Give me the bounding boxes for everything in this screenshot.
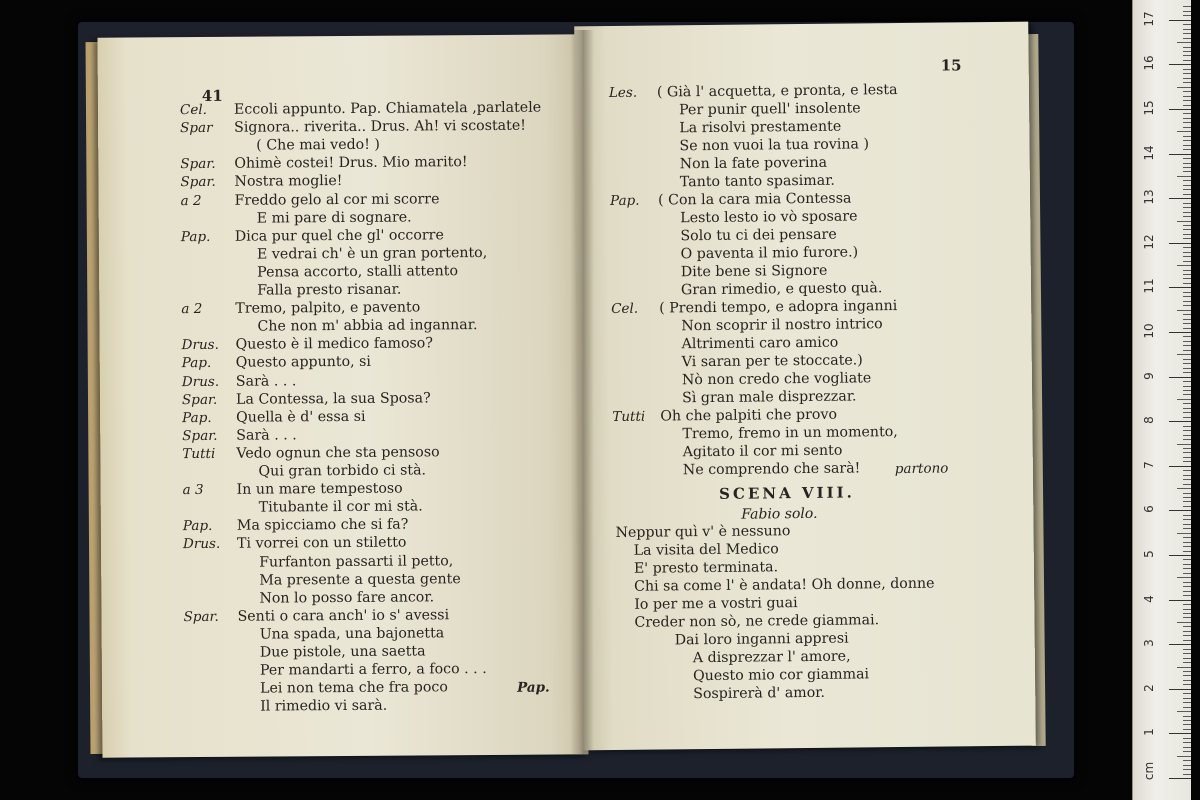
speaker-label: Drus. xyxy=(182,536,221,553)
speaker-label: a 3 xyxy=(182,482,204,499)
ruler-tick xyxy=(1183,372,1191,373)
ruler-tick xyxy=(1183,604,1191,605)
ruler-tick xyxy=(1183,640,1191,641)
ruler-tick xyxy=(1183,470,1191,471)
ruler-tick xyxy=(1183,350,1191,351)
verse-line: La visita del Medico xyxy=(633,541,779,559)
ruler-tick xyxy=(1183,38,1191,39)
ruler-tick xyxy=(1183,412,1191,413)
ruler-tick xyxy=(1183,457,1191,458)
speaker-label: Drus. xyxy=(181,373,220,390)
verse-line: E mi pare di sognare. xyxy=(256,209,412,227)
ruler-tick xyxy=(1183,435,1191,436)
stage-direction: partono xyxy=(894,460,949,478)
ruler-tick xyxy=(1183,595,1191,596)
ruler-tick xyxy=(1183,760,1191,761)
ruler-tick xyxy=(1177,310,1191,311)
ruler-tick xyxy=(1183,234,1191,235)
verse-line: ( Già l' acquetta, e pronta, e lesta xyxy=(656,82,898,101)
ruler-tick xyxy=(1177,131,1191,132)
ruler-tick xyxy=(1169,109,1191,110)
speaker-label: Pap. xyxy=(181,355,212,372)
page-number: 15 xyxy=(940,56,962,75)
ruler-tick xyxy=(1183,15,1191,16)
ruler-tick xyxy=(1183,301,1191,302)
ruler-tick xyxy=(1183,91,1191,92)
speaker-label: Tutti xyxy=(612,408,646,426)
verse-line: Dai loro inganni appresi xyxy=(674,630,849,649)
ruler-tick xyxy=(1183,127,1191,128)
ruler-tick xyxy=(1183,292,1191,293)
ruler-tick xyxy=(1183,675,1191,676)
verse-line: Questo appunto, si xyxy=(235,354,372,372)
speaker-label: Spar. xyxy=(180,156,216,173)
ruler-tick xyxy=(1183,497,1191,498)
ruler-label: 16 xyxy=(1142,55,1156,72)
ruler-tick xyxy=(1183,314,1191,315)
ruler-tick xyxy=(1183,729,1191,730)
ruler-tick xyxy=(1169,243,1191,244)
verse-line: Se non vuoi la tua rovina ) xyxy=(679,136,870,155)
ruler-tick xyxy=(1183,738,1191,739)
verse-line: Eccoli appunto. Pap. Chiamatela ,parlatele xyxy=(233,99,542,118)
ruler-tick xyxy=(1183,194,1191,195)
ruler-tick xyxy=(1183,586,1191,587)
verse-line: Non lo posso fare ancor. xyxy=(259,589,435,607)
ruler-tick xyxy=(1183,493,1191,494)
ruler-label: 9 xyxy=(1142,371,1156,380)
ruler-tick xyxy=(1169,600,1191,601)
ruler-label: 12 xyxy=(1142,234,1156,250)
ruler-tick xyxy=(1183,774,1191,775)
ruler-tick xyxy=(1183,113,1191,114)
ruler-tick xyxy=(1183,542,1191,543)
ruler-label: 7 xyxy=(1142,460,1156,469)
ruler-tick xyxy=(1183,216,1191,217)
verse-line: Sì gran male disprezzar. xyxy=(682,388,857,407)
verse-line: Ma spicciamo che si fa? xyxy=(236,516,409,535)
ruler-tick xyxy=(1183,319,1191,320)
ruler-tick xyxy=(1183,573,1191,574)
verse-line: Nò non credo che vogliate xyxy=(681,370,872,389)
ruler-tick xyxy=(1169,510,1191,511)
ruler-tick xyxy=(1169,287,1191,288)
ruler-tick xyxy=(1183,546,1191,547)
speaker-label: a 2 xyxy=(180,192,202,209)
ruler-tick xyxy=(1169,689,1191,690)
ruler-tick xyxy=(1183,501,1191,502)
ruler-tick xyxy=(1177,756,1191,757)
ruler-tick xyxy=(1183,658,1191,659)
verse-line: Nostra moglie! xyxy=(234,173,343,191)
speaker-label: Spar. xyxy=(180,174,216,191)
ruler-tick xyxy=(1183,24,1191,25)
verse-line: E vedrai ch' è un gran portento, xyxy=(256,244,488,263)
ruler-tick xyxy=(1169,555,1191,556)
ruler-tick xyxy=(1183,256,1191,257)
ruler-tick xyxy=(1183,261,1191,262)
speaker-label: a 2 xyxy=(181,301,203,318)
ruler-tick xyxy=(1169,377,1191,378)
verse-line: Creder non sò, ne crede giammai. xyxy=(634,612,880,631)
ruler-tick xyxy=(1183,270,1191,271)
ruler-tick xyxy=(1183,274,1191,275)
ruler-tick xyxy=(1177,667,1191,668)
ruler-tick xyxy=(1177,622,1191,623)
verse-line: ( Che mai vedo! ) xyxy=(256,136,380,154)
ruler-tick xyxy=(1183,582,1191,583)
ruler-tick xyxy=(1183,381,1191,382)
ruler-tick xyxy=(1183,345,1191,346)
ruler-tick xyxy=(1177,265,1191,266)
speaker-label: Pap. xyxy=(180,228,211,245)
ruler-tick xyxy=(1183,189,1191,190)
ruler-tick xyxy=(1183,252,1191,253)
ruler-tick xyxy=(1169,154,1191,155)
verse-line: Per punir quell' insolente xyxy=(679,100,861,119)
speaker-label: Les. xyxy=(608,84,638,102)
verse-line: Il rimedio vi sarà. xyxy=(260,697,388,715)
ruler-tick xyxy=(1183,296,1191,297)
ruler-tick xyxy=(1183,528,1191,529)
ruler-tick xyxy=(1183,519,1191,520)
ruler-tick xyxy=(1183,564,1191,565)
verse-line: Agitato il cor mi sento xyxy=(682,442,843,461)
ruler-tick xyxy=(1183,408,1191,409)
verse-line: Tremo, palpito, e pavento xyxy=(235,299,421,317)
ruler-tick xyxy=(1183,742,1191,743)
ruler-tick xyxy=(1169,733,1191,734)
ruler-label: 14 xyxy=(1142,144,1156,161)
verse-line: Questo è il medico famoso? xyxy=(235,335,433,354)
ruler-tick xyxy=(1183,626,1191,627)
ruler-tick xyxy=(1169,466,1191,467)
ruler-tick xyxy=(1183,559,1191,560)
ruler-tick xyxy=(1183,185,1191,186)
verse-line: Freddo gelo al cor mi scorre xyxy=(234,190,440,209)
side-speaker-label: Pap. xyxy=(516,679,550,696)
ruler-tick xyxy=(1183,11,1191,12)
verse-line: Tanto tanto spasimar. xyxy=(679,172,835,191)
verse-line: Solo tu ci dei pensare xyxy=(680,226,837,245)
ruler-tick xyxy=(1183,167,1191,168)
ruler-label: 11 xyxy=(1142,278,1156,295)
verse-line: Ne comprendo che sarà! xyxy=(682,460,861,479)
ruler-label: 2 xyxy=(1142,683,1156,692)
verse-line: Io per me a vostri guai xyxy=(634,595,798,613)
ruler-label: 5 xyxy=(1142,550,1156,558)
ruler-tick xyxy=(1183,702,1191,703)
ruler-tick xyxy=(1169,64,1191,65)
ruler-tick xyxy=(1169,332,1191,333)
ruler-tick xyxy=(1183,171,1191,172)
ruler-tick xyxy=(1183,631,1191,632)
ruler-tick xyxy=(1183,212,1191,213)
ruler-tick xyxy=(1177,577,1191,578)
ruler-tick xyxy=(1183,283,1191,284)
ruler-tick xyxy=(1183,278,1191,279)
ruler-tick xyxy=(1183,122,1191,123)
verse-line: O paventa il mio furore.) xyxy=(680,244,859,263)
verse-line: Titubante il cor mi stà. xyxy=(258,498,423,516)
ruler-tick xyxy=(1177,87,1191,88)
ruler-label: 10 xyxy=(1142,323,1156,339)
verse-line: Qui gran torbido ci stà. xyxy=(258,462,427,480)
ruler-tick xyxy=(1183,693,1191,694)
ruler-tick xyxy=(1183,29,1191,30)
verse-line: Vi saran per te stoccate.) xyxy=(681,352,863,371)
verse-line: Gran rimedio, e questo quà. xyxy=(680,280,883,299)
ruler-tick xyxy=(1183,390,1191,391)
ruler-tick xyxy=(1183,751,1191,752)
ruler-tick xyxy=(1183,69,1191,70)
ruler-tick xyxy=(1183,328,1191,329)
verse-line: La risolvi prestamente xyxy=(679,118,842,137)
speaker-label: Pap. xyxy=(182,409,212,426)
verse-line: Ohimè costei! Drus. Mio marito! xyxy=(234,154,468,173)
verse-line: Lesto lesto io vò sposare xyxy=(680,208,858,227)
ruler-tick xyxy=(1183,363,1191,364)
speaker-label: Spar. xyxy=(181,391,218,408)
ruler-tick xyxy=(1183,368,1191,369)
speaker-label: Pap. xyxy=(182,518,213,535)
verse-line: Non scoprir il nostro intrico xyxy=(681,316,883,335)
speaker-label: Spar. xyxy=(182,427,218,444)
ruler-label: 15 xyxy=(1142,100,1156,116)
ruler-tick xyxy=(1183,118,1191,119)
ruler-tick xyxy=(1183,680,1191,681)
verse-line: Lei non tema che fra poco xyxy=(259,679,448,697)
ruler-tick xyxy=(1183,716,1191,717)
verse-line: Non la fate poverina xyxy=(679,154,828,173)
ruler-tick xyxy=(1183,568,1191,569)
speaker-label: Spar xyxy=(180,119,213,137)
ruler-tick xyxy=(1183,78,1191,79)
ruler-tick xyxy=(1183,203,1191,204)
verse-line: Sarà . . . xyxy=(235,372,297,390)
ruler-tick xyxy=(1183,386,1191,387)
verse-line: Pensa accorto, stalli attento xyxy=(257,263,459,281)
ruler-tick xyxy=(1183,145,1191,146)
ruler-tick xyxy=(1183,323,1191,324)
ruler-tick xyxy=(1177,176,1191,177)
verse-line: ( Con la cara mia Contessa xyxy=(657,190,852,209)
verse-line: La Contessa, la sua Sposa? xyxy=(235,389,431,408)
speaker-label: Drus. xyxy=(181,337,219,354)
ruler-tick xyxy=(1183,403,1191,404)
speaker-label: Cel. xyxy=(179,101,207,119)
verse-line: Dite bene si Signore xyxy=(680,262,828,281)
ruler-tick xyxy=(1177,42,1191,43)
verse-line: Due pistole, una saetta xyxy=(259,643,426,661)
ruler-tick xyxy=(1183,336,1191,337)
ruler-tick xyxy=(1183,51,1191,52)
ruler-tick xyxy=(1183,55,1191,56)
ruler-unit-label: cm xyxy=(1142,761,1156,781)
ruler-tick xyxy=(1183,47,1191,48)
ruler-tick xyxy=(1183,100,1191,101)
ruler-tick xyxy=(1183,769,1191,770)
ruler-tick xyxy=(1177,399,1191,400)
ruler-tick xyxy=(1183,684,1191,685)
ruler-tick xyxy=(1183,73,1191,74)
ruler-tick xyxy=(1183,671,1191,672)
ruler-tick xyxy=(1183,747,1191,748)
scene-subheading: Fabio solo. xyxy=(741,505,818,523)
verse-line: Una spada, una bajonetta xyxy=(259,625,445,643)
ruler-tick xyxy=(1183,635,1191,636)
verse-line: Neppur quì v' è nessuno xyxy=(615,523,791,541)
verse-line: Quella è d' essa si xyxy=(236,408,366,426)
ruler-tick xyxy=(1183,96,1191,97)
ruler-tick xyxy=(1183,33,1191,34)
scene-heading: SCENA VIII. xyxy=(719,483,855,503)
ruler-tick xyxy=(1177,221,1191,222)
left-page xyxy=(97,34,588,757)
ruler-tick xyxy=(1183,724,1191,725)
ruler-tick xyxy=(1169,644,1191,645)
verse-line: Tremo, fremo in un momento, xyxy=(682,424,898,443)
ruler-tick xyxy=(1183,506,1191,507)
ruler-tick xyxy=(1183,238,1191,239)
verse-line: Vedo ognun che sta pensoso xyxy=(236,444,440,462)
ruler-tick xyxy=(1183,461,1191,462)
speaker-label: Cel. xyxy=(611,300,639,318)
speaker-label: Tutti xyxy=(182,445,216,463)
verse-line: In un mare tempestoso xyxy=(236,480,403,498)
verse-line: E' presto terminata. xyxy=(633,559,779,577)
measurement-ruler xyxy=(1132,0,1191,800)
ruler-tick xyxy=(1183,430,1191,431)
ruler-tick xyxy=(1183,359,1191,360)
ruler-tick xyxy=(1177,488,1191,489)
verse-line: ( Prendi tempo, e adopra inganni xyxy=(659,298,898,317)
ruler-label: 1 xyxy=(1142,728,1156,737)
ruler-tick xyxy=(1183,158,1191,159)
ruler-tick xyxy=(1183,82,1191,83)
verse-line: Questo mio cor giammai xyxy=(692,666,870,685)
verse-line: Furfanton passarti il petto, xyxy=(259,552,454,571)
page-number: 41 xyxy=(201,86,223,105)
verse-line: Altrimenti caro amico xyxy=(681,334,839,353)
ruler-tick xyxy=(1183,394,1191,395)
ruler-tick xyxy=(1183,247,1191,248)
ruler-tick xyxy=(1183,479,1191,480)
ruler-label: 4 xyxy=(1142,594,1156,603)
ruler-tick xyxy=(1183,551,1191,552)
ruler-tick xyxy=(1183,609,1191,610)
ruler-tick xyxy=(1183,136,1191,137)
ruler-tick xyxy=(1183,475,1191,476)
verse-line: Signora.. riverita.. Drus. Ah! vi scostate! xyxy=(234,117,526,136)
speaker-label: Pap. xyxy=(609,192,640,210)
ruler-tick xyxy=(1183,417,1191,418)
ruler-tick xyxy=(1183,105,1191,106)
ruler-label: 6 xyxy=(1142,505,1156,514)
ruler-tick xyxy=(1183,524,1191,525)
verse-line: Senti o cara anch' io s' avessi xyxy=(237,607,450,625)
ruler-tick xyxy=(1183,225,1191,226)
ruler-tick xyxy=(1183,653,1191,654)
verse-line: Dica pur quel che gl' occorre xyxy=(234,226,444,245)
ruler-label: 8 xyxy=(1142,416,1156,425)
ruler-tick xyxy=(1183,341,1191,342)
verse-line: Falla presto risanar. xyxy=(257,281,402,299)
book-gutter xyxy=(570,30,594,754)
ruler-tick xyxy=(1183,140,1191,141)
ruler-tick xyxy=(1183,707,1191,708)
ruler-tick xyxy=(1183,720,1191,721)
ruler-tick xyxy=(1183,591,1191,592)
ruler-tick xyxy=(1183,613,1191,614)
ruler-tick xyxy=(1183,163,1191,164)
verse-line: Per mandarti a ferro, a foco . . . xyxy=(259,661,487,679)
ruler-tick xyxy=(1169,198,1191,199)
ruler-tick xyxy=(1183,207,1191,208)
ruler-tick xyxy=(1183,537,1191,538)
ruler-tick xyxy=(1183,439,1191,440)
ruler-tick xyxy=(1183,305,1191,306)
ruler-label: 17 xyxy=(1142,11,1156,27)
ruler-tick xyxy=(1183,765,1191,766)
right-page xyxy=(574,22,1036,751)
verse-line: Chi sa come l' è andata! Oh donne, donne xyxy=(634,575,935,595)
ruler-tick xyxy=(1183,448,1191,449)
speaker-label: Spar. xyxy=(183,608,219,625)
verse-line: Sospirerà d' amor. xyxy=(693,684,826,703)
ruler-tick xyxy=(1177,533,1191,534)
verse-line: Ti vorrei con un stiletto xyxy=(236,534,407,553)
ruler-tick xyxy=(1183,149,1191,150)
ruler-tick xyxy=(1169,421,1191,422)
verse-line: Che non m' abbia ad ingannar. xyxy=(257,317,478,335)
verse-line: A disprezzar l' amore, xyxy=(692,648,851,667)
ruler-tick xyxy=(1183,180,1191,181)
ruler-tick xyxy=(1183,229,1191,230)
ruler-tick xyxy=(1183,426,1191,427)
ruler-tick xyxy=(1177,444,1191,445)
ruler-tick xyxy=(1169,778,1191,779)
ruler-label: 3 xyxy=(1142,639,1156,648)
ruler-tick xyxy=(1183,515,1191,516)
ruler-tick xyxy=(1183,617,1191,618)
ruler-tick xyxy=(1177,354,1191,355)
ruler-tick xyxy=(1183,662,1191,663)
ruler-tick xyxy=(1183,60,1191,61)
ruler-tick xyxy=(1183,452,1191,453)
ruler-label: 13 xyxy=(1142,189,1156,205)
verse-line: Sarà . . . xyxy=(236,427,297,444)
ruler-tick xyxy=(1177,711,1191,712)
ruler-tick xyxy=(1183,6,1191,7)
verse-line: Oh che palpiti che provo xyxy=(660,406,838,425)
ruler-tick xyxy=(1183,698,1191,699)
verse-line: Ma presente a questa gente xyxy=(259,570,461,589)
ruler-tick xyxy=(1183,649,1191,650)
ruler-tick xyxy=(1183,484,1191,485)
ruler-tick xyxy=(1169,20,1191,21)
